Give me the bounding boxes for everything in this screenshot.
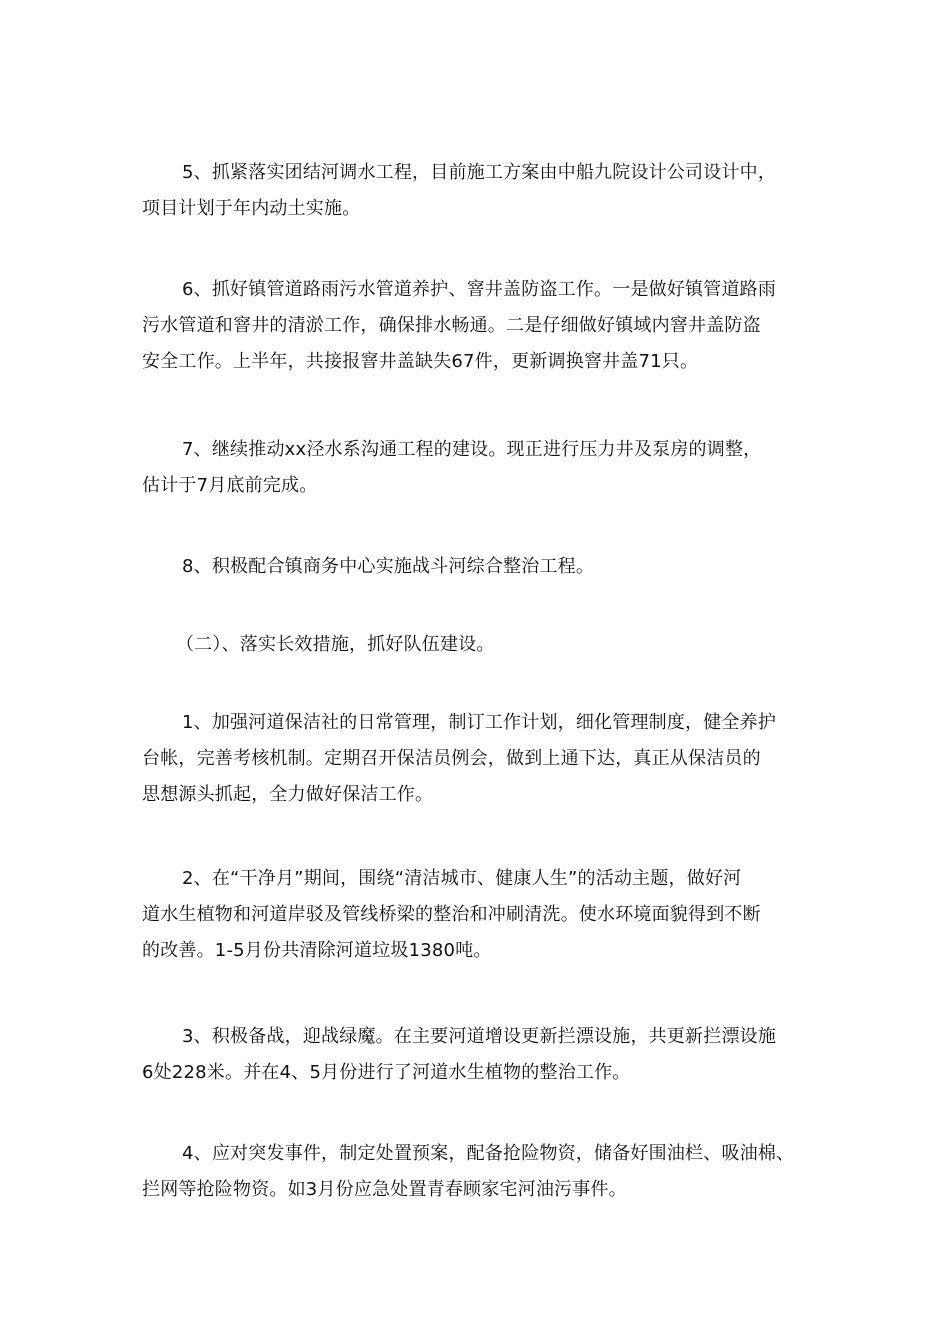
paragraph-3-green-algae <box>142 1019 822 1091</box>
paragraph-line: 8、积极配合镇商务中心实施战斗河综合整治工程。 <box>182 556 595 577</box>
paragraph-line: 拦网等抢险物资。如3月份应急处置青春顾家宅河油污事件。 <box>142 1179 627 1200</box>
paragraph-7-water-system <box>142 432 822 504</box>
section-heading-line: （二）、落实长效措施，抓好队伍建设。 <box>176 634 495 655</box>
paragraph-line: 5、抓紧落实团结河调水工程，目前施工方案由中船九院设计公司设计中， <box>182 162 777 183</box>
section-heading-2 <box>142 627 822 663</box>
paragraph-line: 3、积极备战，迎战绿魔。在主要河道增设更新拦漂设施，共更新拦漂设施 <box>182 1026 777 1047</box>
paragraph-1-cleaning-management <box>142 705 822 813</box>
paragraph-line: 项目计划于年内动土实施。 <box>142 198 361 219</box>
paragraph-line: 4、应对突发事件，制定处置预案，配备抢险物资，储备好围油栏、吸油棉、 <box>182 1143 795 1164</box>
paragraph-line: 的改善。1-5月份共清除河道垃圾1380吨。 <box>142 940 492 961</box>
paragraph-5-tuanjie-river <box>142 155 822 227</box>
paragraph-line: 6处228米。并在4、5月份进行了河道水生植物的整治工作。 <box>142 1062 631 1083</box>
paragraph-6-manhole-covers <box>142 272 822 380</box>
paragraph-line: 污水管道和窨井的清淤工作，确保排水畅通。二是仔细做好镇域内窨井盖防盗 <box>142 315 761 336</box>
paragraph-line: 安全工作。上半年，共接报窨井盖缺失67件，更新调换窨井盖71只。 <box>142 351 699 372</box>
paragraph-line: 6、抓好镇管道路雨污水管道养护、窨井盖防盗工作。一是做好镇管道路雨 <box>182 279 777 300</box>
paragraph-line: 思想源头抓起，全力做好保洁工作。 <box>142 784 434 805</box>
paragraph-2-clean-month <box>142 861 822 969</box>
paragraph-line: 7、继续推动xx泾水系沟通工程的建设。现正进行压力井及泵房的调整， <box>182 439 762 460</box>
paragraph-8-zhandou-river <box>142 549 822 585</box>
paragraph-line: 估计于7月底前完成。 <box>142 475 318 496</box>
paragraph-line: 台帐，完善考核机制。定期召开保洁员例会，做到上通下达，真正从保洁员的 <box>142 748 761 769</box>
paragraph-line: 1、加强河道保洁社的日常管理，制订工作计划，细化管理制度，健全养护 <box>182 712 777 733</box>
paragraph-line: 2、在“干净月”期间，围绕“清洁城市、健康人生”的活动主题，做好河 <box>182 868 742 889</box>
paragraph-4-emergency <box>142 1136 822 1208</box>
paragraph-line: 道水生植物和河道岸驳及管线桥梁的整治和冲刷清洗。使水环境面貌得到不断 <box>142 904 761 925</box>
